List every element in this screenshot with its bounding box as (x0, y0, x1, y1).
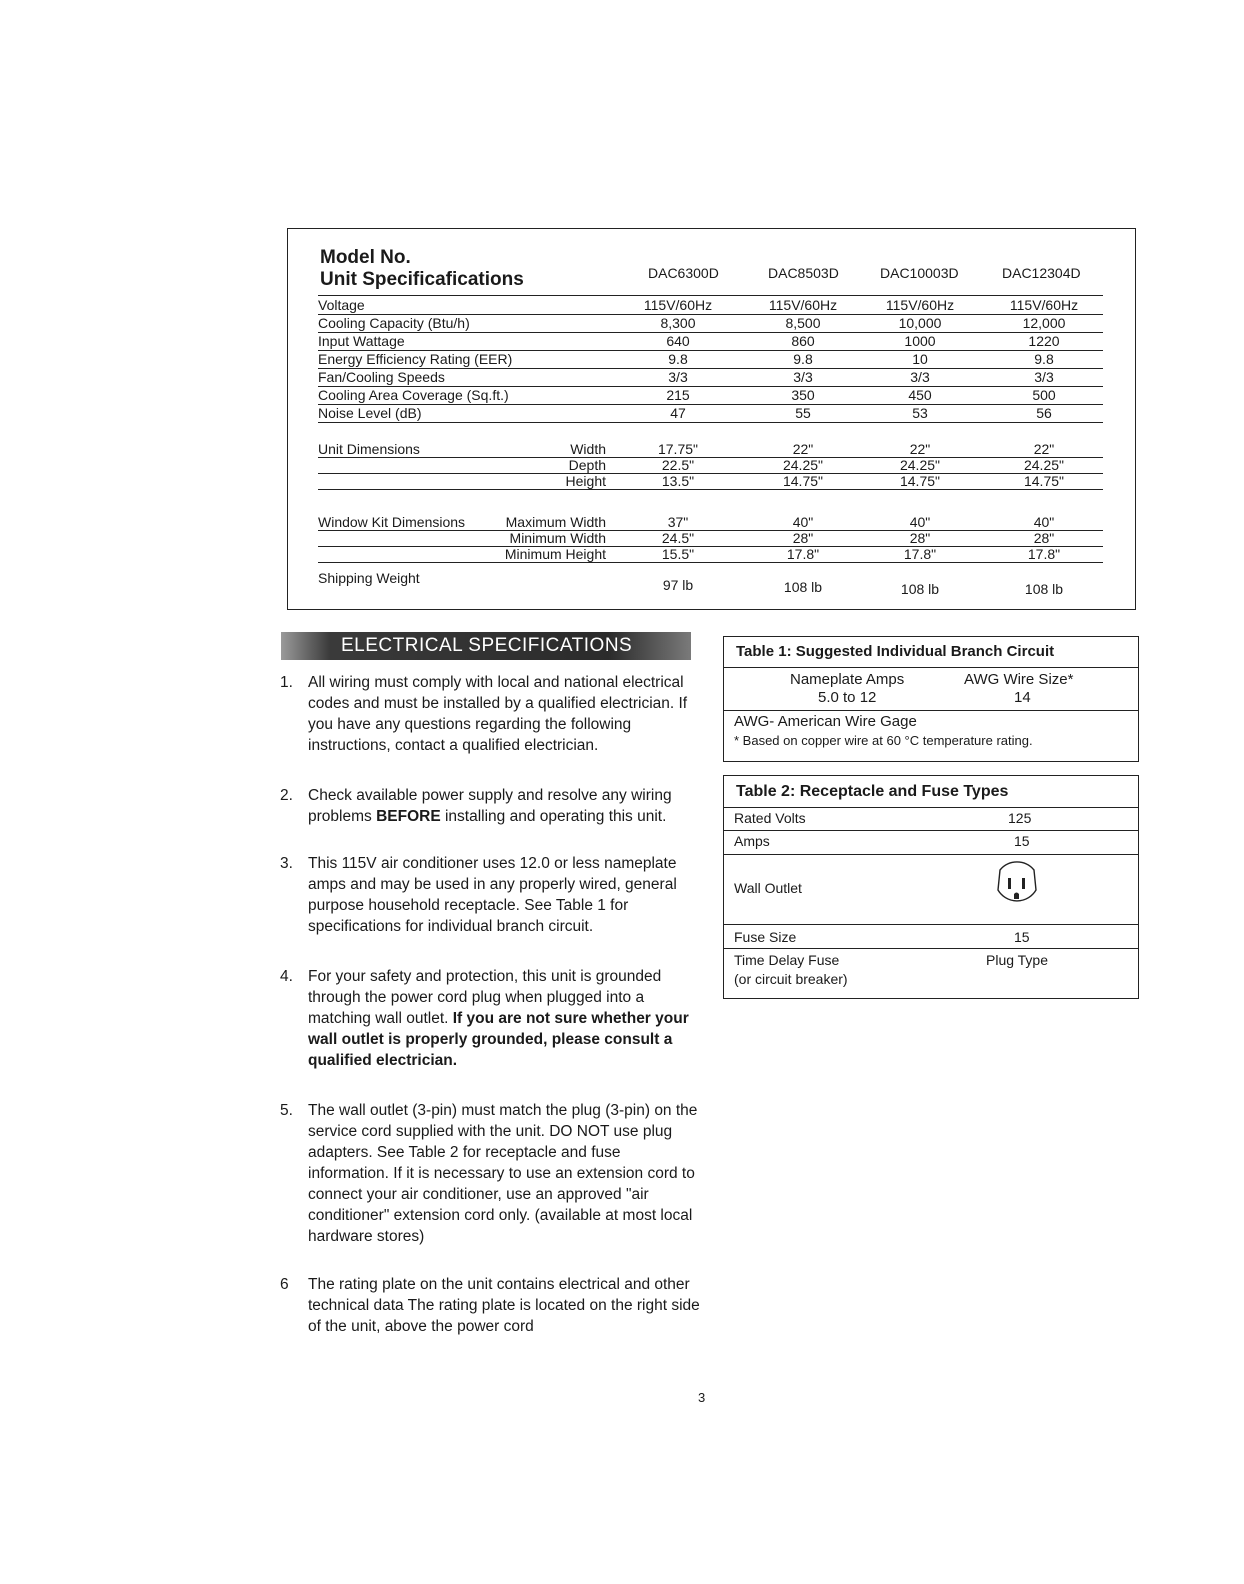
table-2-plug-type-value: Plug Type (986, 952, 1049, 968)
spec-row-label: Voltage (318, 297, 365, 313)
spec-row-value: 1000 (904, 333, 936, 349)
spec-row-value: 3/3 (910, 369, 930, 385)
spec-row-value: 350 (791, 387, 815, 403)
header-divider (318, 295, 1103, 296)
model-header-2: DAC8503D (768, 265, 839, 281)
dimension-value: 14.75" (899, 473, 940, 489)
kit-min-height-label: Minimum Height (504, 546, 606, 562)
kit-max-width-label: Maximum Width (505, 514, 606, 530)
spec-row-value: 500 (1032, 387, 1056, 403)
spec-row-value: 860 (791, 333, 815, 349)
spec-row-value: 3/3 (793, 369, 813, 385)
spec-row-value: 9.8 (793, 351, 813, 367)
model-no-heading: Model No. (320, 247, 411, 268)
spec-row-label: Cooling Area Coverage (Sq.ft.) (318, 387, 509, 403)
spec-row-value: 8,300 (660, 315, 696, 331)
dimension-value: 14.75" (1023, 473, 1064, 489)
dimension-value: 17.8" (786, 546, 820, 562)
dimension-value: 40" (909, 514, 931, 530)
table-2-time-delay-label: Time Delay Fuse (734, 952, 840, 968)
dimension-rule (318, 562, 1103, 563)
dimension-value: 22.5" (661, 457, 695, 473)
page-number: 3 (698, 1390, 706, 1405)
electrical-specifications-heading (281, 632, 691, 660)
spec-row-value: 640 (666, 333, 690, 349)
list-item-text: For your safety and protection, this unit is grounded through the power cord plug when plugged into a matching wall outlet. If you are not sure whether your wall outlet is properly grounded, please consult a qualified electrician. (308, 968, 689, 1069)
spec-row-value: 53 (912, 405, 928, 421)
unit-spec-heading: Unit Specificafications (320, 269, 524, 290)
table-2-circuit-breaker-label: (or circuit breaker) (734, 971, 848, 987)
spec-row-value: 115V/60Hz (885, 297, 955, 313)
spec-row-label: Input Wattage (318, 333, 405, 349)
electrical-heading-text: ELECTRICAL SPECIFICATIONS (341, 635, 633, 656)
spec-row-value: 12,000 (1022, 315, 1066, 331)
table-1-col1-header: Nameplate Amps (790, 671, 905, 688)
spec-row-value: 115V/60Hz (643, 297, 713, 313)
list-item-text: The wall outlet (3-pin) must match the plug (3-pin) on the service cord supplied with the unit. DO NOT use plug adapters. See Table 2 for receptacle and fuse information. If it is necessary to use an extension cord to connect your air conditioner, use an approved "air conditioner" extension cord only. (available at most local hardware stores) (308, 1102, 698, 1245)
dimension-value: 22" (909, 441, 931, 457)
dimension-value: 24.25" (899, 457, 940, 473)
dimension-value: 24.5" (661, 530, 695, 546)
dim-height-label: Height (565, 473, 606, 489)
three-pin-outlet-icon (992, 860, 1042, 919)
spec-row-value: 3/3 (668, 369, 688, 385)
spec-row-value: 215 (666, 387, 690, 403)
spec-row-value: 55 (795, 405, 811, 421)
dimension-value: 22" (1033, 441, 1055, 457)
list-item-text: Check available power supply and resolve any wiring problems BEFORE installing and operating this unit. (308, 787, 672, 825)
unit-dimensions-label: Unit Dimensions (318, 441, 420, 457)
dimension-value: 17.75" (657, 441, 698, 457)
table-2-fuse-size-value: 15 (1014, 929, 1030, 945)
list-item-number: 5. (280, 1102, 293, 1119)
spec-row-value: 115V/60Hz (768, 297, 838, 313)
spec-row-label: Fan/Cooling Speeds (318, 369, 445, 385)
dimension-value: 15.5" (661, 546, 695, 562)
dimension-rule (318, 489, 1103, 490)
model-header-3: DAC10003D (880, 265, 959, 281)
spec-row-value: 10,000 (898, 315, 942, 331)
dimension-value: 40" (1033, 514, 1055, 530)
list-item-number: 1. (280, 674, 293, 691)
spec-row-value: 3/3 (1034, 369, 1054, 385)
table-1-note-awg: AWG- American Wire Gage (734, 713, 917, 730)
spec-row-value: 8,500 (785, 315, 821, 331)
dimension-value: 28" (909, 530, 931, 546)
table-2-amps-value: 15 (1014, 833, 1030, 849)
dim-width-label: Width (570, 441, 606, 457)
dimension-value: 37" (667, 514, 689, 530)
spec-row-value: 56 (1036, 405, 1052, 421)
spec-row-label: Noise Level (dB) (318, 405, 422, 421)
dimension-value: 28" (792, 530, 814, 546)
table-1-col1-value: 5.0 to 12 (818, 689, 877, 706)
spec-row-value: 450 (908, 387, 932, 403)
shipping-value-1: 97 lb (662, 577, 694, 593)
list-item-number: 6 (280, 1276, 289, 1293)
dim-depth-label: Depth (568, 457, 606, 473)
table-1-col2-header: AWG Wire Size* (964, 671, 1074, 688)
shipping-value-2: 108 lb (783, 579, 823, 595)
spec-row-value: 9.8 (668, 351, 688, 367)
spec-row-value: 47 (670, 405, 686, 421)
table-2-title: Table 2: Receptacle and Fuse Types (736, 783, 1009, 800)
dimension-value: 24.25" (782, 457, 823, 473)
dimension-value: 40" (792, 514, 814, 530)
list-item-number: 3. (280, 855, 293, 872)
kit-min-width-label: Minimum Width (509, 530, 606, 546)
dimension-value: 28" (1033, 530, 1055, 546)
list-item-number: 2. (280, 787, 293, 804)
spec-row-value: 115V/60Hz (1009, 297, 1079, 313)
spec-row-label: Cooling Capacity (Btu/h) (318, 315, 470, 331)
model-header-4: DAC12304D (1002, 265, 1081, 281)
table-2-amps-label: Amps (734, 833, 770, 849)
table-1-col2-value: 14 (1014, 689, 1031, 706)
table-2-receptacle-fuse (723, 775, 1139, 999)
list-item-text: The rating plate on the unit contains electrical and other technical data The rating plate is located on the right side of the unit, above the power cord (308, 1276, 700, 1335)
shipping-weight-label: Shipping Weight (318, 570, 420, 586)
table-2-fuse-size-label: Fuse Size (734, 929, 797, 945)
dimension-value: 17.8" (903, 546, 937, 562)
table-2-rated-volts-label: Rated Volts (734, 810, 806, 826)
dimension-value: 17.8" (1027, 546, 1061, 562)
spec-row-rule (318, 422, 1103, 423)
list-item-text: All wiring must comply with local and national electrical codes and must be installed by a qualified electrician. If you have any questions regarding the following instructions, contact a qualified electrician. (308, 674, 688, 754)
table-1-title: Table 1: Suggested Individual Branch Circuit (736, 643, 1055, 660)
dimension-value: 14.75" (782, 473, 823, 489)
spec-row-value: 10 (912, 351, 928, 367)
model-header-1: DAC6300D (648, 265, 719, 281)
table-1-note-copper: * Based on copper wire at 60 °C temperature rating. (734, 733, 1033, 748)
list-item-text: This 115V air conditioner uses 12.0 or less nameplate amps and may be used in any properly wired, general purpose household receptacle. See Table 1 for specifications for individual branch circuit. (308, 855, 677, 935)
table-2-rated-volts-value: 125 (1008, 810, 1032, 826)
dimension-value: 13.5" (661, 473, 695, 489)
shipping-value-3: 108 lb (900, 581, 940, 597)
window-kit-label: Window Kit Dimensions (318, 514, 466, 530)
unit-specifications-table (287, 228, 1136, 610)
list-item-number: 4. (280, 968, 293, 985)
dimension-value: 22" (792, 441, 814, 457)
shipping-value-4: 108 lb (1024, 581, 1064, 597)
spec-row-label: Energy Efficiency Rating (EER) (318, 351, 513, 367)
spec-row-value: 1220 (1028, 333, 1060, 349)
table-1-branch-circuit (723, 636, 1139, 762)
table-2-wall-outlet-label: Wall Outlet (734, 880, 802, 896)
spec-row-value: 9.8 (1034, 351, 1054, 367)
dimension-value: 24.25" (1023, 457, 1064, 473)
